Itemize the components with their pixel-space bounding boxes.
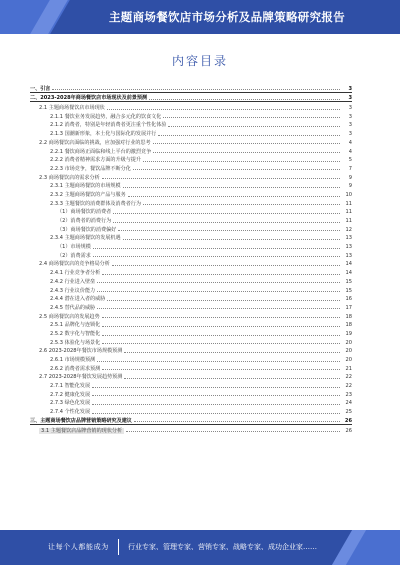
toc-leader-dots bbox=[102, 326, 340, 327]
toc-leader-dots bbox=[93, 248, 340, 249]
toc-entry-page: 20 bbox=[345, 339, 352, 346]
toc-entry-label: （2）消费者的消费行为 bbox=[57, 218, 112, 224]
toc-entry[interactable] bbox=[30, 302, 352, 311]
toc-entry-page: 12 bbox=[345, 226, 352, 233]
toc-entry-label: 2.1.1 餐饮业务发展趋势，融合多元化的饮食文化 bbox=[50, 113, 162, 120]
toc-entry[interactable] bbox=[30, 111, 352, 120]
footer-divider bbox=[118, 539, 119, 555]
toc-entry-label: 2.4.2 行业进入壁垒 bbox=[50, 278, 96, 285]
toc-entry-page: 22 bbox=[345, 383, 352, 390]
toc-entry-label: 2.2.3 市场竞争，餐饮品牌不断分化 bbox=[50, 165, 131, 172]
toc-entry-label: 2.4 商场餐饮店的竞争格局分析 bbox=[39, 261, 110, 268]
toc-leader-dots bbox=[118, 230, 340, 231]
toc-entry-page: 18 bbox=[345, 313, 352, 320]
toc-entry[interactable] bbox=[30, 102, 352, 111]
toc-entry-page: 13 bbox=[345, 244, 352, 251]
toc-entry-label: 2.7.3 绿色化发展 bbox=[50, 400, 91, 407]
toc-leader-dots bbox=[123, 239, 340, 240]
toc-entry-page: 3 bbox=[348, 95, 352, 102]
toc-leader-dots bbox=[158, 135, 340, 136]
toc-entry[interactable] bbox=[30, 241, 352, 250]
toc-entry-label: 二、2023-2028年商场餐饮店市场现状及前景预测 bbox=[30, 95, 148, 102]
toc-entry-label: 2.6.1 市场规模预测 bbox=[50, 357, 96, 363]
report-title: 主题商场餐饮店市场分析及品牌策略研究报告 bbox=[109, 10, 345, 24]
toc-entry[interactable] bbox=[30, 189, 352, 198]
toc-entry-page: 13 bbox=[345, 235, 352, 242]
toc-leader-dots bbox=[168, 126, 340, 127]
toc-entry[interactable] bbox=[30, 267, 352, 276]
toc-entry[interactable] bbox=[30, 128, 352, 137]
toc-leader-dots bbox=[102, 335, 340, 336]
toc-leader-dots bbox=[143, 204, 340, 205]
toc-entry-page: 7 bbox=[348, 165, 352, 172]
header-banner bbox=[0, 0, 400, 34]
toc-entry[interactable] bbox=[30, 276, 352, 285]
toc-entry[interactable] bbox=[30, 155, 352, 164]
toc-entry-label: 2.7.4 个性化发展 bbox=[50, 409, 91, 416]
toc-entry-page: 11 bbox=[345, 218, 352, 224]
toc-entry[interactable] bbox=[30, 259, 352, 268]
toc-entry[interactable] bbox=[30, 320, 352, 329]
toc-entry-label: 三、主题商场餐饮店品牌营销策略研究及建议 bbox=[30, 417, 132, 424]
toc-entry[interactable] bbox=[30, 198, 352, 207]
toc-entry-label: 2.5 商场餐饮店的发展趋势 bbox=[39, 313, 100, 320]
toc-leader-dots bbox=[97, 308, 340, 309]
toc-leader-dots bbox=[126, 431, 340, 432]
toc-entry[interactable] bbox=[30, 163, 352, 172]
toc-entry-page: 20 bbox=[345, 348, 352, 355]
toc-entry-label: 2.1.3 国潮新形象，本土化与国际化的发展并行 bbox=[50, 131, 157, 138]
toc-leader-dots bbox=[128, 196, 340, 197]
toc-entry[interactable] bbox=[30, 354, 352, 363]
toc-entry[interactable] bbox=[30, 93, 352, 103]
toc-entry-label: 2.7.1 智能化发展 bbox=[50, 383, 91, 390]
toc-entry[interactable] bbox=[30, 337, 352, 346]
toc-entry[interactable] bbox=[30, 380, 352, 389]
toc-entry-page: 23 bbox=[345, 391, 352, 398]
toc-entry-page: 26 bbox=[345, 427, 352, 434]
toc-leader-dots bbox=[153, 143, 340, 144]
toc-entry-page: 25 bbox=[345, 409, 352, 416]
toc-entry-page: 26 bbox=[344, 417, 352, 424]
toc-entry-page: 9 bbox=[348, 183, 352, 190]
toc-entry-page: 3 bbox=[348, 131, 352, 138]
toc-leader-dots bbox=[113, 222, 340, 223]
toc-leader-dots bbox=[143, 161, 340, 162]
toc-entry-label: 2.3.1 主题商场餐饮的市场规模 bbox=[50, 183, 121, 190]
toc-entry-label: 2.4.5 替代品的威胁 bbox=[50, 304, 96, 311]
toc-leader-dots bbox=[93, 256, 340, 257]
toc-entry-label: 2.3.3 主题餐饮的消费群体及消费者行为 bbox=[50, 200, 141, 207]
toc-leader-dots bbox=[97, 361, 340, 362]
toc-leader-dots bbox=[124, 378, 340, 379]
toc-leader-dots bbox=[52, 89, 340, 90]
footer-slogan-left: 让每个人都能成为 bbox=[48, 543, 109, 551]
toc-entry-label: 2.5.1 品牌化与连锁化 bbox=[50, 322, 101, 329]
toc-entry-page: 14 bbox=[345, 270, 352, 277]
toc-entry-highlight: 3.1 主题餐饮店品牌营销的现状分析 bbox=[41, 427, 123, 434]
toc-leader-dots bbox=[92, 404, 340, 405]
toc-entry-label: 2.1 主题商场餐饮店市场现状 bbox=[39, 105, 105, 112]
toc-entry[interactable] bbox=[30, 311, 352, 320]
toc-leader-dots bbox=[92, 395, 340, 396]
toc-entry[interactable] bbox=[30, 250, 352, 259]
toc-leader-dots bbox=[97, 291, 340, 292]
toc-entry[interactable] bbox=[30, 328, 352, 337]
toc-entry-page: 14 bbox=[345, 261, 352, 268]
toc-entry[interactable] bbox=[30, 285, 352, 294]
toc-entry-label: 2.3.4 主题商场餐饮的发展机遇 bbox=[50, 235, 121, 242]
toc-entry-page: 11 bbox=[345, 209, 352, 216]
toc-entry-label: 一、引言 bbox=[30, 85, 51, 92]
toc-entry-page: 3 bbox=[348, 122, 352, 129]
toc-entry-label: （3）商场餐饮的消费偏好 bbox=[57, 226, 117, 233]
toc-leader-dots bbox=[92, 413, 340, 414]
toc-entry-page: 3 bbox=[348, 113, 352, 120]
toc-entry-label: 2.5.2 数字化与智能化 bbox=[50, 330, 101, 337]
toc-entry-page: 22 bbox=[345, 374, 352, 381]
toc-entry-label: 2.4.3 行业议价能力 bbox=[50, 287, 96, 294]
toc-entry-label: （1）市场规模 bbox=[57, 244, 91, 251]
toc-entry-label: 2.2.1 餐饮商场正面临和线上平台的激烈竞争 bbox=[50, 148, 152, 155]
toc-leader-dots bbox=[123, 187, 340, 188]
toc-leader-dots bbox=[102, 274, 340, 275]
toc-entry-label bbox=[39, 427, 124, 434]
toc-entry-page: 10 bbox=[345, 191, 352, 198]
toc-leader-dots bbox=[134, 421, 340, 422]
toc-entry[interactable] bbox=[30, 398, 352, 407]
toc-entry-label: 2.3.2 主题商场餐饮的产品与服务 bbox=[50, 191, 126, 198]
toc-leader-dots bbox=[107, 300, 340, 301]
toc-entry-label: 2.1.2 消费者，特别是年轻消费者更注重个性化体验 bbox=[50, 122, 167, 129]
toc-entry-page: 21 bbox=[345, 365, 352, 372]
toc-entry-label: 2.4.1 行业竞争者分析 bbox=[50, 270, 101, 277]
toc-entry-label: 2.4.4 潜在进入者的威胁 bbox=[50, 296, 106, 303]
toc-entry[interactable] bbox=[30, 363, 352, 372]
toc-entry[interactable] bbox=[30, 406, 352, 415]
toc-entry-page: 18 bbox=[345, 322, 352, 329]
toc-leader-dots bbox=[102, 343, 340, 344]
toc-entry-label: 2.7.2 健康化发展 bbox=[50, 391, 91, 398]
toc-entry-page: 3 bbox=[348, 85, 352, 92]
toc-leader-dots bbox=[102, 317, 340, 318]
toc-entry[interactable] bbox=[30, 146, 352, 155]
toc-entry-page: 17 bbox=[345, 304, 352, 311]
toc-entry[interactable] bbox=[30, 224, 352, 233]
toc-leader-dots bbox=[153, 152, 340, 153]
toc-entry[interactable] bbox=[30, 172, 352, 181]
toc-leader-dots bbox=[107, 109, 340, 110]
toc-entry-page: 15 bbox=[345, 287, 352, 294]
toc-entry[interactable] bbox=[30, 425, 352, 434]
toc-entry-page: 19 bbox=[345, 330, 352, 337]
toc-leader-dots bbox=[92, 387, 340, 388]
toc-entry-page: 4 bbox=[348, 139, 352, 146]
toc-entry-label: 2.2 商场餐饮店面临的挑战，应加强对行业的思考 bbox=[39, 139, 151, 146]
toc-leader-dots bbox=[133, 169, 340, 170]
toc-entry-page: 13 bbox=[345, 252, 352, 259]
toc-leader-dots bbox=[102, 369, 340, 370]
toc-entry-label: 2.6.2 消费者需求预测 bbox=[50, 365, 101, 372]
toc-entry[interactable] bbox=[30, 181, 352, 190]
toc-entry-page: 9 bbox=[348, 174, 352, 181]
toc-entry[interactable] bbox=[30, 215, 352, 224]
toc-entry-label: 2.2.2 消费者精神需求方面的升级与提升 bbox=[50, 157, 141, 164]
toc-entry-page: 15 bbox=[345, 278, 352, 285]
toc-entry-page: 24 bbox=[345, 400, 352, 407]
toc-entry-page: 16 bbox=[345, 296, 352, 303]
toc-entry[interactable] bbox=[30, 207, 352, 216]
toc-leader-dots bbox=[97, 282, 340, 283]
toc-entry[interactable] bbox=[30, 372, 352, 381]
toc-leader-dots bbox=[113, 213, 340, 214]
toc-entry[interactable] bbox=[30, 415, 352, 425]
table-of-contents bbox=[30, 83, 352, 434]
toc-leader-dots bbox=[163, 117, 340, 118]
toc-entry[interactable] bbox=[30, 137, 352, 146]
toc-entry-label: （2）消费需求 bbox=[57, 252, 91, 259]
toc-leader-dots bbox=[102, 178, 340, 179]
toc-leader-dots bbox=[112, 265, 340, 266]
toc-entry[interactable] bbox=[30, 83, 352, 93]
toc-entry-page: 3 bbox=[348, 105, 352, 112]
toc-entry-page: 4 bbox=[348, 148, 352, 155]
toc-entry-label: 2.3 商场餐饮店的需求分析 bbox=[39, 174, 100, 181]
toc-entry-page: 11 bbox=[345, 200, 352, 207]
toc-leader-dots bbox=[124, 352, 340, 353]
toc-heading: 内容目录 bbox=[171, 54, 228, 68]
toc-entry[interactable] bbox=[30, 120, 352, 129]
toc-entry-page: 5 bbox=[348, 157, 352, 164]
toc-entry[interactable] bbox=[30, 346, 352, 355]
toc-entry-label: 2.6 2023-2028年餐饮市场规模预测 bbox=[39, 348, 123, 355]
toc-leader-dots bbox=[149, 99, 340, 100]
footer-banner bbox=[0, 530, 400, 565]
toc-entry-page: 20 bbox=[345, 357, 352, 363]
toc-entry[interactable] bbox=[30, 233, 352, 242]
toc-entry[interactable] bbox=[30, 294, 352, 303]
toc-entry[interactable] bbox=[30, 389, 352, 398]
toc-entry-label: （1）商场餐饮的消费者 bbox=[57, 209, 112, 216]
toc-entry-label: 2.7 2023-2028年餐饮发展趋势预测 bbox=[39, 374, 123, 381]
toc-entry-label: 2.5.3 体验化与场景化 bbox=[50, 339, 101, 346]
footer-slogan-right: 行业专家、管理专家、营销专家、战略专家、成功企业家…… bbox=[128, 543, 317, 551]
